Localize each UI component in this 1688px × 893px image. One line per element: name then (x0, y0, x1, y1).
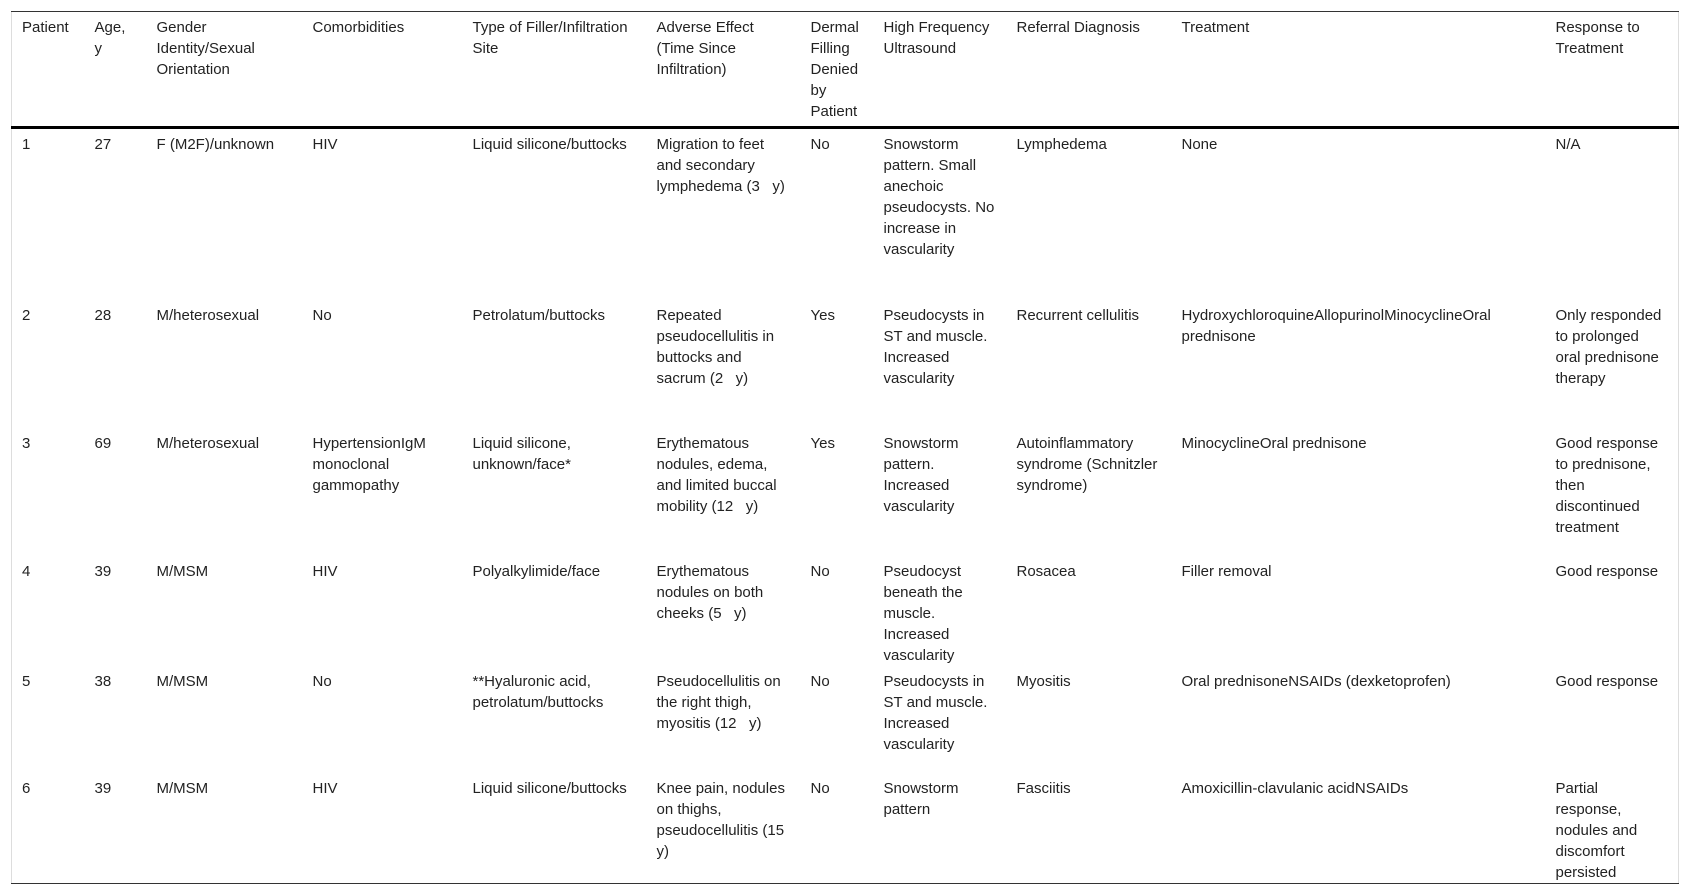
table-row (12, 300, 1679, 428)
cell-filler-site: Polyalkylimide/face (472, 562, 601, 580)
cell-ultrasound: Pseudocyst beneath the muscle. Increased vascularity (883, 562, 967, 664)
cell-response: Partial response, nodules and discomfort persisted (1555, 779, 1642, 881)
cell-treatment: None (1181, 136, 1218, 153)
cell-dermal-filling-denied: Yes (810, 434, 835, 452)
cell-comorbidities: HypertensionIgM monoclonal gammopathy (312, 434, 431, 494)
cell-filler-site: **Hyaluronic acid, petrolatum/buttocks (472, 672, 604, 711)
cell-age: 39 (94, 779, 112, 797)
cell-age: 39 (94, 562, 112, 580)
table-row (12, 428, 1679, 556)
header-row (12, 12, 1679, 128)
cell-referral-diagnosis: Fasciitis (1016, 779, 1071, 797)
cell-treatment: Amoxicillin-clavulanic acidNSAIDs (1181, 779, 1409, 797)
column-header-dermal-filling-denied: Dermal Filling Denied by Patient (810, 19, 859, 120)
cell-gender-orientation: M/MSM (156, 672, 209, 690)
cell-referral-diagnosis: Lymphedema (1016, 136, 1107, 153)
cell-ultrasound: Pseudocysts in ST and muscle. Increased vascularity (883, 306, 992, 387)
cell-adverse-effect: Erythematous nodules on both cheeks (5 y) (656, 562, 768, 622)
cell-response: Good response to prednisone, then discontinued treatment (1555, 434, 1663, 536)
cell-dermal-filling-denied: No (810, 562, 830, 580)
cell-adverse-effect: Repeated pseudocellulitis in buttocks and sacrum (2 y) (656, 306, 779, 387)
cell-patient: 4 (22, 562, 31, 580)
cell-filler-site: Petrolatum/buttocks (472, 306, 606, 324)
cell-filler-site: Liquid silicone/buttocks (472, 779, 627, 797)
cell-gender-orientation: M/heterosexual (156, 434, 260, 452)
cell-response: N/A (1555, 136, 1581, 153)
cell-referral-diagnosis: Autoinflammatory syndrome (Schnitzler syndrome) (1016, 434, 1162, 494)
column-header-gender-orientation: Gender Identity/Sexual Orientation (156, 19, 255, 78)
cell-comorbidities: HIV (312, 136, 338, 153)
cell-gender-orientation: F (M2F)/unknown (156, 136, 275, 153)
cell-adverse-effect: Erythematous nodules, edema, and limited buccal mobility (12 y) (656, 434, 781, 515)
cell-adverse-effect: Migration to feet and secondary lymphedema (3 y) (656, 136, 785, 195)
cell-patient: 2 (22, 306, 31, 324)
cell-referral-diagnosis: Myositis (1016, 672, 1071, 690)
cell-dermal-filling-denied: No (810, 779, 830, 797)
cell-ultrasound: Pseudocysts in ST and muscle. Increased vascularity (883, 672, 992, 753)
cell-response: Good response (1555, 562, 1659, 580)
column-header-referral-diagnosis: Referral Diagnosis (1016, 19, 1140, 36)
patients-table (11, 11, 1679, 884)
table-row (12, 556, 1679, 666)
cell-ultrasound: Snowstorm pattern. Increased vascularity (883, 434, 963, 515)
column-header-response: Response to Treatment (1555, 19, 1640, 57)
cell-treatment: Oral prednisoneNSAIDs (dexketoprofen) (1181, 672, 1451, 690)
cell-age: 69 (94, 434, 112, 452)
column-header-ultrasound: High Frequency Ultrasound (883, 19, 990, 57)
cell-treatment: HydroxychloroquineAllopurinolMinocyclineOral prednisone (1181, 306, 1495, 345)
cell-referral-diagnosis: Recurrent cellulitis (1016, 306, 1140, 324)
cell-filler-site: Liquid silicone, unknown/face* (472, 434, 576, 473)
cell-treatment: Filler removal (1181, 562, 1272, 580)
cell-ultrasound: Snowstorm pattern (883, 779, 963, 818)
cell-gender-orientation: M/heterosexual (156, 306, 260, 324)
table-row (12, 128, 1679, 300)
cell-patient: 5 (22, 672, 31, 690)
cell-age: 27 (94, 136, 112, 153)
cell-response: Good response (1555, 672, 1659, 690)
cell-dermal-filling-denied: Yes (810, 306, 835, 324)
cell-patient: 3 (22, 434, 31, 452)
cell-referral-diagnosis: Rosacea (1016, 562, 1076, 580)
cell-treatment: MinocyclineOral prednisone (1181, 434, 1367, 452)
cell-adverse-effect: Pseudocellulitis on the right thigh, myositis (12 y) (656, 672, 785, 732)
column-header-treatment: Treatment (1181, 19, 1250, 36)
cell-age: 28 (94, 306, 112, 324)
cell-dermal-filling-denied: No (810, 136, 830, 153)
cell-patient: 6 (22, 779, 31, 797)
column-header-age: Age, y (94, 19, 126, 57)
cell-patient: 1 (22, 136, 31, 153)
table-row (12, 666, 1679, 773)
cell-response: Only responded to prolonged oral prednisone therapy (1555, 306, 1666, 387)
cell-dermal-filling-denied: No (810, 672, 830, 690)
table-row (12, 773, 1679, 884)
column-header-filler-site: Type of Filler/Infiltration Site (472, 19, 628, 57)
cell-comorbidities: No (312, 672, 332, 690)
cell-gender-orientation: M/MSM (156, 562, 209, 580)
cell-comorbidities: HIV (312, 779, 338, 797)
column-header-patient: Patient (22, 19, 69, 36)
column-header-comorbidities: Comorbidities (312, 19, 405, 36)
cell-adverse-effect: Knee pain, nodules on thighs, pseudocellulitis (15 y) (656, 779, 797, 860)
cell-age: 38 (94, 672, 112, 690)
cell-comorbidities: No (312, 306, 332, 324)
cell-comorbidities: HIV (312, 562, 338, 580)
cell-ultrasound: Snowstorm pattern. Small anechoic pseudocysts. No increase in vascularity (883, 136, 999, 258)
column-header-adverse-effect: Adverse Effect (Time Since Infiltration) (656, 19, 754, 78)
cell-filler-site: Liquid silicone/buttocks (472, 136, 627, 153)
cell-gender-orientation: M/MSM (156, 779, 209, 797)
